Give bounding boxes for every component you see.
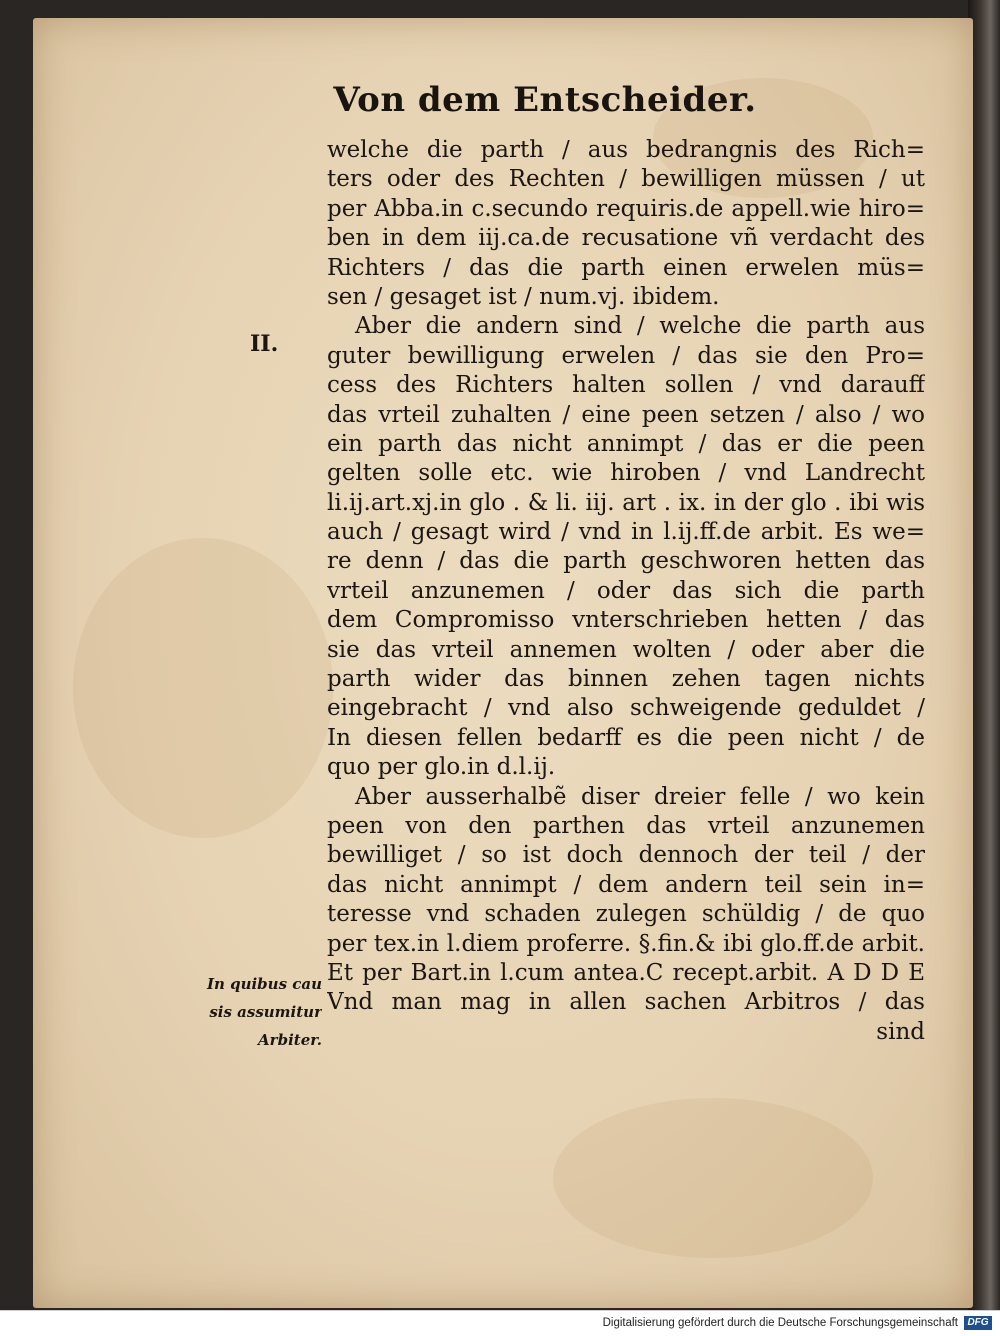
text-line: das nicht annimpt / dem andern teil sein in= bbox=[327, 871, 925, 898]
main-text-block bbox=[327, 136, 925, 1047]
text-line: vrteil anzunemen / oder das sich die parth bbox=[327, 577, 925, 604]
text-line: Vnd man mag in allen sachen Arbitros / das bbox=[327, 989, 925, 1016]
funding-credit: Digitalisierung gefördert durch die Deutsche Forschungsgemeinschaft bbox=[602, 1317, 958, 1329]
text-line: ein parth das nicht annimpt / das er die peen bbox=[327, 430, 925, 457]
text-line: parth wider das binnen zehen tagen nichts bbox=[327, 666, 925, 693]
paragraph-start-line: Aber die andern sind / welche die parth aus bbox=[355, 313, 925, 340]
text-line: guter bewilligung erwelen / das sie den Pro= bbox=[327, 342, 925, 369]
text-line: quo per glo.in d.l.ij. bbox=[327, 754, 556, 781]
dfg-logo: DFG bbox=[964, 1316, 992, 1330]
text-line: li.ij.art.xj.in glo . & li. iij. art . ix. in der glo . ibi wis bbox=[327, 489, 925, 516]
margin-section-numeral: II. bbox=[250, 331, 279, 357]
paper-stain bbox=[553, 1098, 873, 1258]
text-line: eingebracht / vnd also schweigende geduldet / bbox=[327, 695, 925, 722]
text-line: auch / gesagt wird / vnd in l.ij.ff.de arbit. Es we= bbox=[327, 519, 925, 546]
text-line: cess des Richters halten sollen / vnd darauff bbox=[327, 372, 925, 399]
text-line: per tex.in l.diem proferre. §.fin.& ibi glo.ff.de arbit. bbox=[327, 930, 925, 957]
text-line: ters oder des Rechten / bewilligen müssen / ut bbox=[327, 166, 925, 193]
text-line: Richters / das die parth einen erwelen müs= bbox=[327, 254, 925, 281]
margin-note: Arbiter. bbox=[258, 1031, 322, 1049]
text-line: teresse vnd schaden zulegen schüldig / de quo bbox=[327, 901, 925, 928]
paper-stain bbox=[73, 538, 333, 838]
text-line: In diesen fellen bedarff es die peen nicht / de bbox=[327, 724, 925, 751]
text-line: welche die parth / aus bedrangnis des Rich= bbox=[327, 137, 925, 163]
text-line: Et per Bart.in l.cum antea.C recept.arbit. A D D E bbox=[327, 959, 925, 986]
margin-note: sis assumitur bbox=[209, 1003, 322, 1021]
text-line: peen von den parthen das vrteil anzunemen bbox=[327, 812, 925, 839]
running-header: Von dem Entscheider. bbox=[333, 80, 757, 120]
text-line: per Abba.in c.secundo requiris.de appell.wie hiro= bbox=[327, 195, 925, 222]
catchword: sind bbox=[876, 1018, 925, 1045]
digitization-footer bbox=[0, 1310, 1000, 1336]
text-line: gelten solle etc. wie hiroben / vnd Landrecht bbox=[327, 460, 925, 487]
margin-note: In quibus cau bbox=[206, 975, 322, 993]
paragraph-start-line: Aber ausserhalbẽ diser dreier felle / wo kein bbox=[355, 783, 925, 810]
text-line: sie das vrteil annemen wolten / oder aber die bbox=[327, 636, 925, 663]
text-line: das vrteil zuhalten / eine peen setzen / also / wo bbox=[327, 401, 925, 428]
text-line: ben in dem iij.ca.de recusatione vñ verdacht des bbox=[327, 225, 925, 252]
text-line: re denn / das die parth geschworen hetten das bbox=[327, 548, 925, 575]
text-line: bewilliget / so ist doch dennoch der teil / der bbox=[327, 842, 925, 869]
text-line: dem Compromisso vnterschrieben hetten / das bbox=[327, 607, 925, 634]
text-line: sen / gesaget ist / num.vj. ibidem. bbox=[327, 283, 720, 310]
